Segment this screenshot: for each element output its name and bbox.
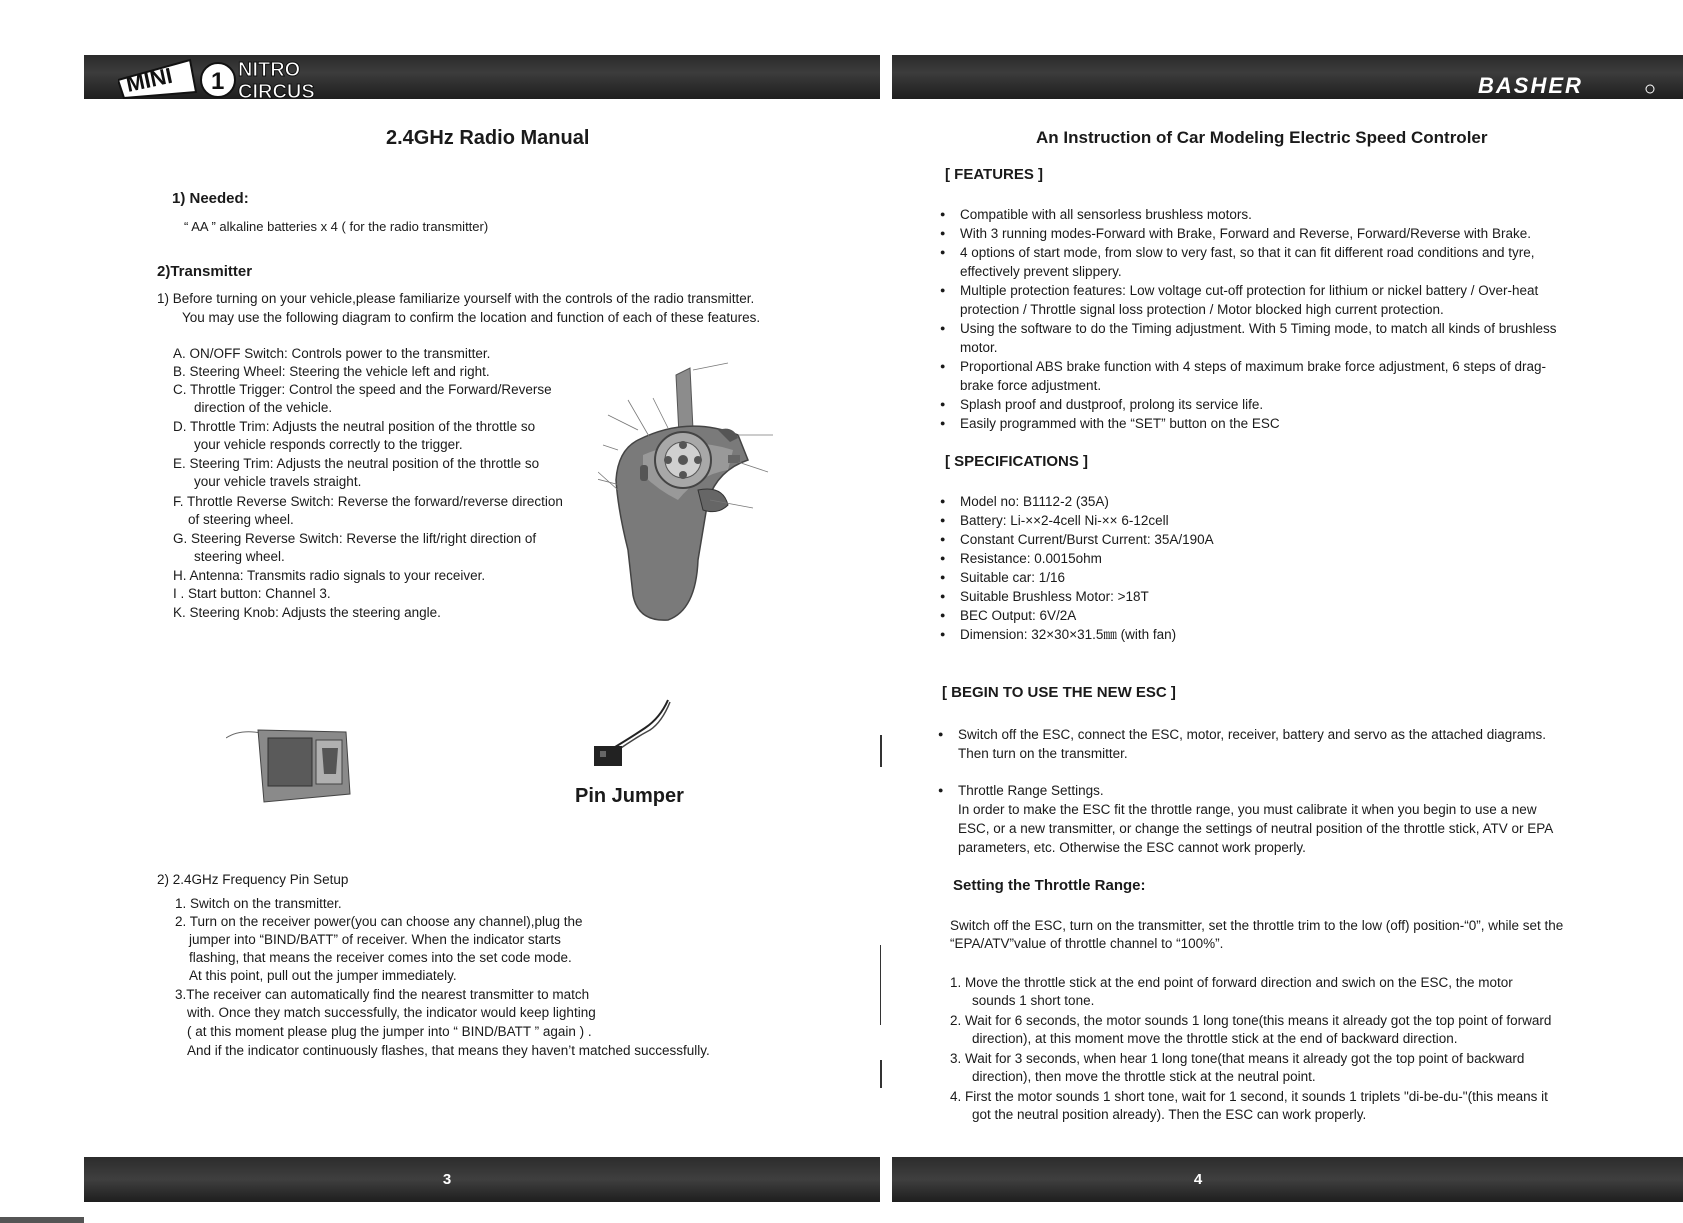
gutter-mark	[880, 1060, 882, 1088]
transmitter-intro-2: You may use the following diagram to confirm the location and function of each of these features.	[182, 310, 761, 325]
spec-item: ● Suitable car: 1/16	[936, 568, 1576, 587]
mini-nitro-circus-logo	[118, 52, 354, 100]
control-item: H. Antenna: Transmits radio signals to your receiver.	[173, 568, 486, 583]
freq-step: 1. Switch on the transmitter.	[175, 896, 342, 911]
throttle-step: direction), at this moment move the throttle stick at the end of backward direction.	[972, 1031, 1458, 1046]
throttle-intro: “EPA/ATV”value of throttle channel to “100%”.	[950, 936, 1224, 951]
begin-heading: [ BEGIN TO USE THE NEW ESC ]	[942, 684, 1176, 701]
spec-item: ● Constant Current/Burst Current: 35A/190A	[936, 530, 1576, 549]
begin-item-switch	[934, 725, 1594, 763]
throttle-step: 4. First the motor sounds 1 short tone, wait for 1 second, it sounds 1 triplets "di-be-du-"(this means it	[950, 1089, 1548, 1104]
spec-item: ● Resistance: 0.0015ohm	[936, 549, 1576, 568]
freq-step: 3.The receiver can automatically find the nearest transmitter to match	[175, 987, 590, 1002]
control-item: F. Throttle Reverse Switch: Reverse the forward/reverse direction	[173, 494, 563, 509]
page-number-right: 4	[1193, 1171, 1203, 1188]
control-item: E. Steering Trim: Adjusts the neutral position of the throttle so	[173, 456, 540, 471]
freq-step: And if the indicator continuously flashes, that means they haven’t matched successfully.	[187, 1043, 710, 1058]
page-number-left: 3	[442, 1171, 452, 1188]
spec-item: ● BEC Output: 6V/2A	[936, 606, 1576, 625]
svg-text:NITRO: NITRO	[238, 59, 301, 81]
feature-item: ● 4 options of start mode, from slow to very fast, so that it can fit different road conditions and tyre, effectively prevent slippery.	[936, 243, 1576, 281]
freq-step: jumper into “BIND/BATT” of receiver. When the indicator starts	[189, 932, 561, 947]
feature-item: ● Compatible with all sensorless brushless motors.	[936, 205, 1576, 224]
freq-step: ( at this moment please plug the jumper into “ BIND/BATT ” again ) .	[187, 1024, 592, 1039]
svg-text:BASHER: BASHER	[1478, 74, 1583, 96]
features-heading: [ FEATURES ]	[945, 166, 1044, 183]
control-item: C. Throttle Trigger: Control the speed and the Forward/Reverse	[173, 382, 552, 397]
gutter-mark	[880, 945, 881, 1025]
throttle-step: sounds 1 short tone.	[972, 993, 1095, 1008]
throttle-heading: Setting the Throttle Range:	[953, 877, 1146, 894]
svg-text:CIRCUS: CIRCUS	[238, 81, 315, 100]
throttle-step: 3. Wait for 3 seconds, when hear 1 long tone(that means it already got the top point of backward	[950, 1051, 1525, 1066]
control-item: D. Throttle Trim: Adjusts the neutral position of the throttle so	[173, 419, 536, 434]
feature-item: ● Multiple protection features: Low voltage cut-off protection for lithium or nickel battery / Over-heat protection / Throttle signal loss protection / Motor blocked high current protection.	[936, 281, 1576, 319]
spec-item: ● Dimension: 32×30×31.5㎜ (with fan)	[936, 625, 1576, 644]
needed-text: “ AA ” alkaline batteries x 4 ( for the radio transmitter)	[184, 219, 489, 234]
throttle-step: got the neutral position already). Then the ESC can work properly.	[972, 1107, 1367, 1122]
freq-step: 2. Turn on the receiver power(you can choose any channel),plug the	[175, 914, 583, 929]
receiver-illustration	[226, 724, 356, 814]
feature-item: ● Easily programmed with the “SET” button on the ESC	[936, 414, 1576, 433]
throttle-step: 2. Wait for 6 seconds, the motor sounds 1 long tone(this means it already got the top point of forward	[950, 1013, 1552, 1028]
svg-text:1: 1	[211, 68, 225, 95]
control-item: your vehicle travels straight.	[194, 474, 362, 489]
pin-jumper-illustration	[590, 698, 690, 770]
control-item: G. Steering Reverse Switch: Reverse the lift/right direction of	[173, 531, 537, 546]
transmitter-intro-1: 1) Before turning on your vehicle,please familiarize yourself with the controls of the radio transmitter.	[157, 291, 755, 306]
right-footer-bar	[892, 1157, 1683, 1202]
left-footer-bar	[84, 1157, 880, 1202]
specifications-list	[936, 492, 1576, 644]
spec-item: ● Battery: Li-××2-4cell Ni-×× 6-12cell	[936, 511, 1576, 530]
begin-line: parameters, etc. Otherwise the ESC cannot work properly.	[958, 840, 1306, 855]
right-page-title: An Instruction of Car Modeling Electric Speed Controler	[1036, 128, 1488, 147]
control-item: I . Start button: Channel 3.	[173, 586, 331, 601]
throttle-step: direction), then move the throttle stick at the neutral point.	[972, 1069, 1316, 1084]
feature-item: ● With 3 running modes-Forward with Brake, Forward and Reverse, Forward/Reverse with Brake.	[936, 224, 1576, 243]
spec-item: ● Model no: B1112-2 (35A)	[936, 492, 1576, 511]
feature-item: ● Using the software to do the Timing adjustment. With 5 Timing mode, to match all kinds of brushless motor.	[936, 319, 1576, 357]
feature-item: ● Splash proof and dustproof, prolong its service life.	[936, 395, 1576, 414]
throttle-step: 1. Move the throttle stick at the end point of forward direction and swich on the ESC, the motor	[950, 975, 1513, 990]
begin-line: In order to make the ESC fit the throttle range, you must calibrate it when you begin to use a new	[958, 802, 1537, 817]
begin-line: ● Switch off the ESC, connect the ESC, motor, receiver, battery and servo as the attached diagrams.	[958, 727, 1547, 742]
throttle-intro: Switch off the ESC, turn on the transmitter, set the throttle trim to the low (off) position-“0”, while set the	[950, 918, 1564, 933]
begin-line: ● Throttle Range Settings.	[958, 783, 1104, 798]
control-item: of steering wheel.	[188, 512, 294, 527]
specifications-heading: [ SPECIFICATIONS ]	[945, 453, 1089, 470]
control-item: A. ON/OFF Switch: Controls power to the transmitter.	[173, 346, 491, 361]
begin-line: Then turn on the transmitter.	[958, 746, 1128, 761]
bottom-left-edge	[0, 1217, 84, 1223]
pin-jumper-label: Pin Jumper	[575, 785, 684, 807]
begin-item-throttle	[934, 781, 1594, 857]
control-item: direction of the vehicle.	[194, 400, 333, 415]
begin-line: ESC, or a new transmitter, or change the settings of neutral position of the throttle stick, ATV or EPA	[958, 821, 1554, 836]
needed-heading: 1) Needed:	[172, 190, 249, 207]
control-item: your vehicle responds correctly to the trigger.	[194, 437, 463, 452]
transmitter-illustration	[598, 360, 798, 640]
control-item: steering wheel.	[194, 549, 285, 564]
begin-list	[934, 725, 1594, 857]
features-list	[936, 205, 1576, 433]
gutter-mark	[880, 735, 882, 767]
freq-step: 2) 2.4GHz Frequency Pin Setup	[157, 872, 349, 887]
freq-step: with. Once they match successfully, the indicator would keep lighting	[187, 1005, 596, 1020]
spec-item: ● Suitable Brushless Motor: >18T	[936, 587, 1576, 606]
control-item: K. Steering Knob: Adjusts the steering angle.	[173, 605, 441, 620]
transmitter-heading: 2)Transmitter	[157, 263, 253, 280]
feature-item: ● Proportional ABS brake function with 4 steps of maximum brake force adjustment, 6 steps of drag-brake force adjustment.	[936, 357, 1576, 395]
svg-text:MINI: MINI	[123, 62, 175, 97]
freq-step: flashing, that means the receiver comes into the set code mode.	[189, 950, 572, 965]
left-page-title: 2.4GHz Radio Manual	[386, 127, 590, 149]
freq-step: At this point, pull out the jumper immediately.	[189, 968, 457, 983]
control-item: B. Steering Wheel: Steering the vehicle left and right.	[173, 364, 490, 379]
basher-logo	[1478, 74, 1658, 96]
